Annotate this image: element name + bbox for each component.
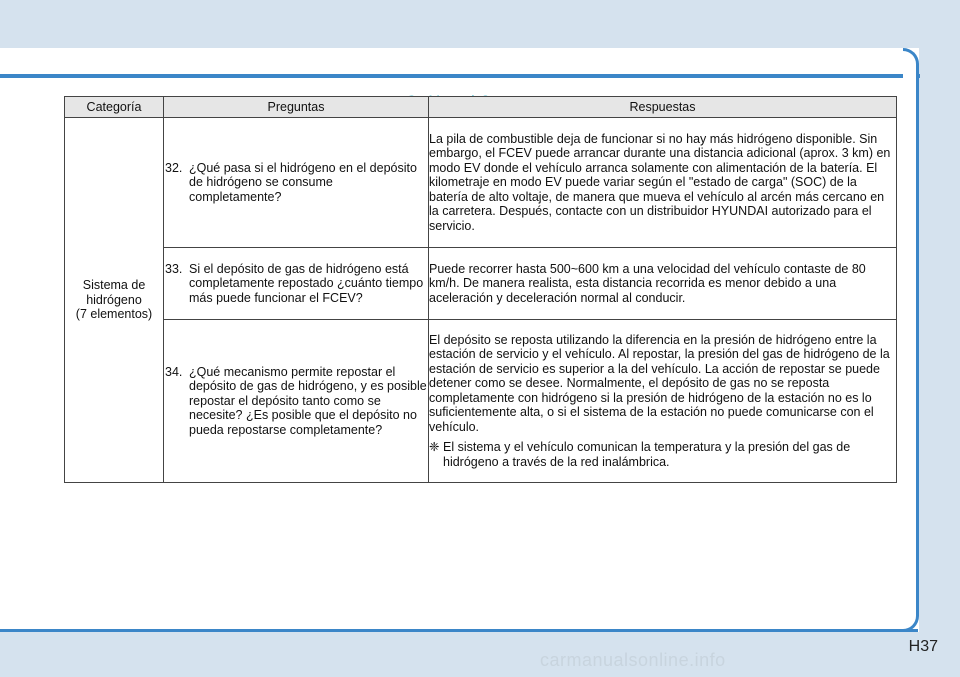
category-line-3: (7 elementos) bbox=[75, 307, 153, 322]
page-number: H37 bbox=[908, 638, 938, 655]
note-text: El sistema y el vehículo comunican la temperatura y la presión del gas de hidrógeno a través de la red inalámbrica. bbox=[443, 440, 851, 469]
question-number: 33. bbox=[165, 261, 183, 276]
faq-table bbox=[64, 96, 897, 483]
bottom-border-line bbox=[0, 629, 918, 632]
question-cell bbox=[164, 248, 429, 320]
right-background bbox=[919, 0, 960, 677]
question-cell bbox=[164, 118, 429, 248]
right-border-tab bbox=[903, 48, 919, 632]
answer-text: Puede recorrer hasta 500~600 km a una velocidad del vehículo contaste de 80 km/h. De manera realista, esta distancia recorrida es menor debido a una aceleración y deceleración normal al conducir. bbox=[429, 261, 866, 305]
category-line-1: Sistema de bbox=[82, 278, 146, 293]
answer-text: El depósito se reposta utilizando la diferencia en la presión de hidrógeno entre la estación de servicio y el vehículo. Al repostar, la presión del gas de hidrógeno de la estación de servicio es superior a la del vehículo. La acción de repostar se puede detener como se desee. Normalmente, el depósito de gas no se reposta completamente con hidrógeno si la presión de hidrógeno de la estación no es lo suficientemente alta, o si el sistema de la estación no puede comunicarse con el vehículo. bbox=[429, 332, 890, 434]
answer-cell bbox=[429, 248, 897, 320]
watermark-bottom: carmanualsonline.info bbox=[540, 650, 726, 670]
top-background bbox=[0, 0, 960, 48]
header-answers: Respuestas bbox=[429, 97, 897, 118]
table-row bbox=[65, 320, 897, 483]
question-text: ¿Qué pasa si el hidrógeno en el depósito de hidrógeno se consume completamente? bbox=[189, 160, 417, 204]
table-row bbox=[65, 248, 897, 320]
category-line-2: hidrógeno bbox=[86, 292, 142, 307]
top-border-line bbox=[0, 74, 920, 78]
question-cell bbox=[164, 320, 429, 483]
header-questions: Preguntas bbox=[164, 97, 429, 118]
question-number: 34. bbox=[165, 364, 183, 379]
question-text: ¿Qué mecanismo permite repostar el depósito de gas de hidrógeno, y es posible repostar el depósito tanto como se necesite? ¿Es posible que el depósito no pueda repostarse completamente? bbox=[189, 364, 427, 437]
answer-cell bbox=[429, 320, 897, 483]
table-header-row bbox=[65, 97, 897, 118]
question-text: Si el depósito de gas de hidrógeno está completamente repostado ¿cuánto tiempo más puede funcionar el FCEV? bbox=[189, 261, 424, 305]
category-cell bbox=[65, 118, 164, 483]
answer-cell bbox=[429, 118, 897, 248]
note-mark-icon: ❈ bbox=[429, 440, 440, 455]
bottom-background bbox=[0, 632, 960, 677]
table-row bbox=[65, 118, 897, 248]
header-category: Categoría bbox=[65, 97, 164, 118]
question-number: 32. bbox=[165, 160, 183, 175]
answer-text: La pila de combustible deja de funcionar si no hay más hidrógeno disponible. Sin embargo, el FCEV puede arrancar durante una distancia adicional (aprox. 3 km) en modo EV donde el vehículo arranca solamente con alimentación de la batería. El kilometraje en modo EV puede variar según el "estado de carga" (SOC) de la batería de alto voltaje, de manera que mueva el vehículo al arcén más cercano en la carretera. Después, contacte con un distribuidor HYUNDAI autorizado para el servicio. bbox=[429, 131, 891, 233]
note bbox=[429, 440, 896, 469]
